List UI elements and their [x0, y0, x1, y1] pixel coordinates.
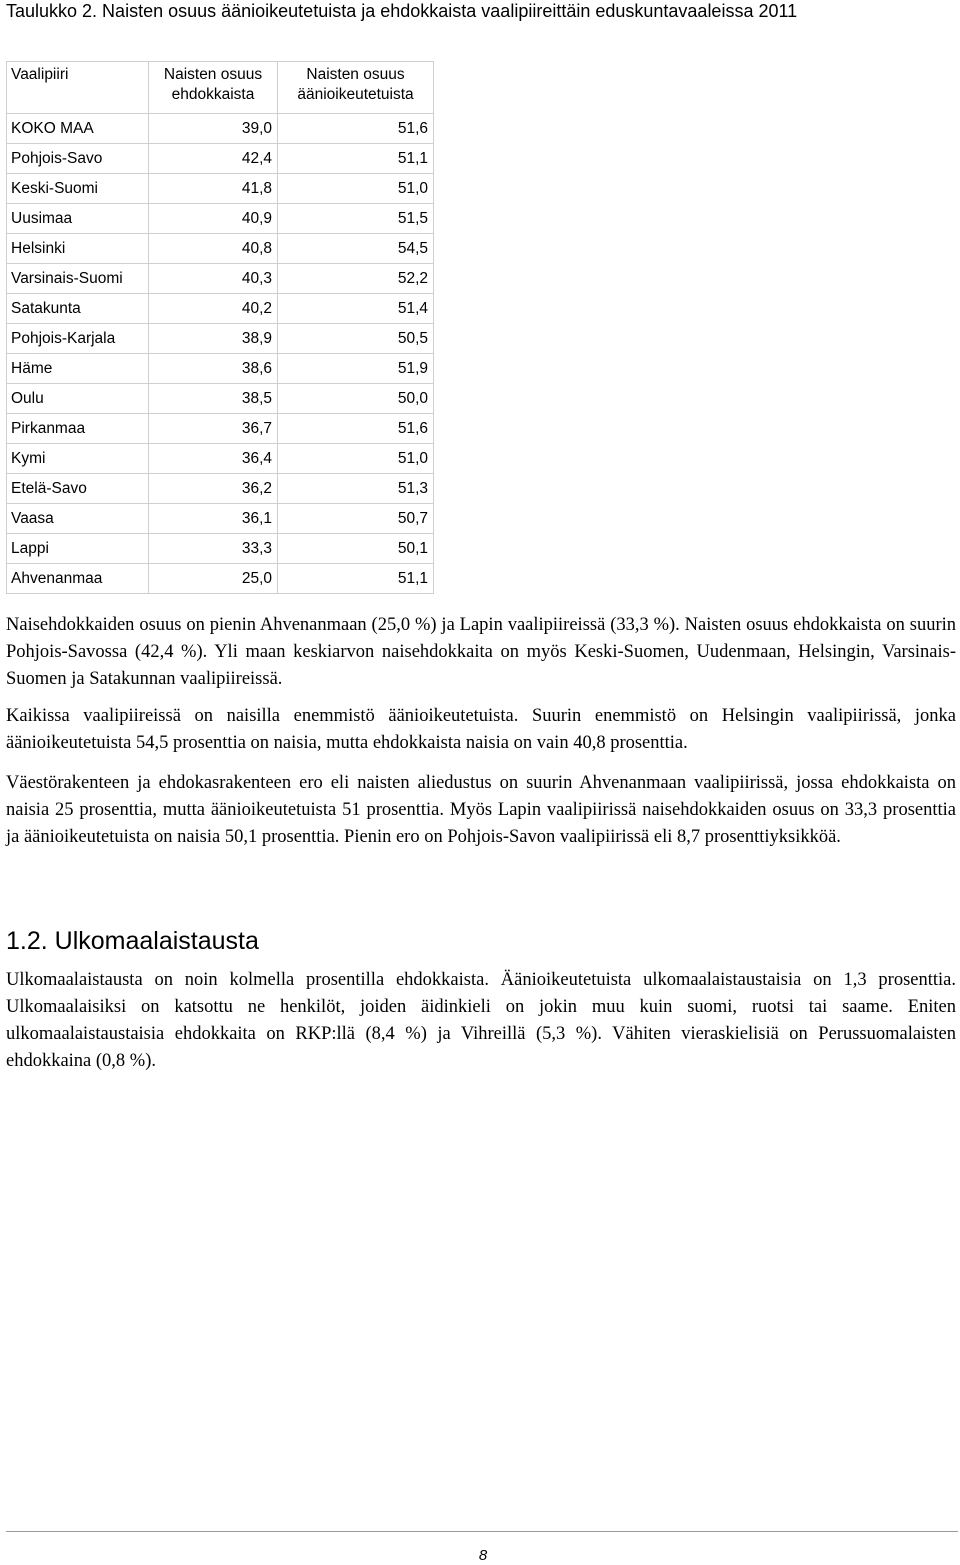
table-row	[7, 384, 434, 414]
row-vaalipiiri-cell: Helsinki	[7, 234, 149, 264]
table-row	[7, 444, 434, 474]
header-naisten-osuus-aanioikeutetuista: Naisten osuus äänioikeutetuista	[278, 62, 434, 114]
row-aanioikeutetuista-cell: 51,5	[278, 204, 434, 234]
row-ehdokkaista-cell: 41,8	[149, 174, 278, 204]
row-vaalipiiri-cell: Pirkanmaa	[7, 414, 149, 444]
table-header-row	[7, 62, 434, 114]
row-aanioikeutetuista-cell: 51,1	[278, 564, 434, 594]
row-ehdokkaista-cell: 38,6	[149, 354, 278, 384]
row-aanioikeutetuista-cell: 51,6	[278, 414, 434, 444]
row-ehdokkaista-cell: 39,0	[149, 114, 278, 144]
row-aanioikeutetuista-cell: 51,6	[278, 114, 434, 144]
table-row	[7, 474, 434, 504]
table-row	[7, 504, 434, 534]
row-vaalipiiri-cell: Pohjois-Savo	[7, 144, 149, 174]
row-aanioikeutetuista-cell: 50,5	[278, 324, 434, 354]
row-vaalipiiri-cell: Vaasa	[7, 504, 149, 534]
row-aanioikeutetuista-cell: 51,9	[278, 354, 434, 384]
row-aanioikeutetuista-cell: 54,5	[278, 234, 434, 264]
paragraph-foreign-background: Ulkomaalaistausta on noin kolmella prosentilla ehdokkaista. Äänioikeutetuista ulkomaalaistaustaisia on 1,3 prosenttia. Ulkomaalaisiksi on katsottu ne henkilöt, joiden äidinkieli on jokin muu kuin suomi, ruotsi tai saame. Eniten ulkomaalaistaustaisia ehdokkaita on RKP:llä (8,4 %) ja Vihreillä (5,3 %). Vähiten vieraskielisiä on Perussuomalaisten ehdokkaina (0,8 %).	[6, 970, 956, 1071]
row-ehdokkaista-cell: 36,2	[149, 474, 278, 504]
row-vaalipiiri-cell: Ahvenanmaa	[7, 564, 149, 594]
row-ehdokkaista-cell: 38,9	[149, 324, 278, 354]
paragraph-underrepresentation: Väestörakenteen ja ehdokasrakenteen ero eli naisten aliedustus on suurin Ahvenanmaan vaalipiirissä, jossa ehdokkaista on naisia 25 prosenttia, mutta äänioikeutetuista 51 prosenttia. Myös Lapin vaalipiirissä naisehdokkaiden osuus on 33,3 prosenttia ja äänioikeutetuista on naisia 50,1 prosenttia. Pienin ero on Pohjois-Savon vaalipiirissä eli 8,7 prosenttiyksikköä.	[6, 773, 956, 847]
row-vaalipiiri-cell: Häme	[7, 354, 149, 384]
table-row	[7, 564, 434, 594]
row-ehdokkaista-cell: 36,7	[149, 414, 278, 444]
table-row	[7, 414, 434, 444]
table-row	[7, 324, 434, 354]
row-vaalipiiri-cell: Uusimaa	[7, 204, 149, 234]
row-ehdokkaista-cell: 38,5	[149, 384, 278, 414]
row-vaalipiiri-cell: Oulu	[7, 384, 149, 414]
row-aanioikeutetuista-cell: 51,3	[278, 474, 434, 504]
page-number: 8	[478, 1547, 488, 1564]
row-vaalipiiri-cell: Keski-Suomi	[7, 174, 149, 204]
table-row	[7, 174, 434, 204]
row-vaalipiiri-cell: Lappi	[7, 534, 149, 564]
row-ehdokkaista-cell: 25,0	[149, 564, 278, 594]
row-vaalipiiri-cell: Etelä-Savo	[7, 474, 149, 504]
row-ehdokkaista-cell: 40,2	[149, 294, 278, 324]
row-ehdokkaista-cell: 33,3	[149, 534, 278, 564]
row-aanioikeutetuista-cell: 51,4	[278, 294, 434, 324]
table-row	[7, 234, 434, 264]
row-aanioikeutetuista-cell: 51,0	[278, 444, 434, 474]
table-row	[7, 294, 434, 324]
election-district-table	[6, 61, 434, 594]
footer-divider	[6, 1531, 958, 1532]
paragraph-majority-of-voters: Kaikissa vaalipiireissä on naisilla enemmistö äänioikeutetuista. Suurin enemmistö on Helsingin vaalipiirissä, jonka äänioikeutetuista 54,5 prosenttia on naisia, mutta ehdokkaista naisia on vain 40,8 prosenttia.	[6, 706, 956, 753]
table-row	[7, 204, 434, 234]
row-vaalipiiri-cell: KOKO MAA	[7, 114, 149, 144]
table-row	[7, 354, 434, 384]
table-row	[7, 264, 434, 294]
row-aanioikeutetuista-cell: 50,7	[278, 504, 434, 534]
section-heading: 1.2. Ulkomaalaistausta	[6, 927, 259, 955]
header-naisten-osuus-ehdokkaista: Naisten osuus ehdokkaista	[149, 62, 278, 114]
table-row	[7, 534, 434, 564]
header-vaalipiiri: Vaalipiiri	[7, 62, 149, 114]
paragraph-candidates-share: Naisehdokkaiden osuus on pienin Ahvenanmaan (25,0 %) ja Lapin vaalipiireissä (33,3 %). Naisten osuus ehdokkaista on suurin Pohjois-Savossa (42,4 %). Yli maan keskiarvon naisehdokkaita on myös Keski-Suomen, Uudenmaan, Helsingin, Varsinais-Suomen ja Satakunnan vaalipiireissä.	[6, 615, 956, 689]
row-aanioikeutetuista-cell: 50,1	[278, 534, 434, 564]
row-ehdokkaista-cell: 42,4	[149, 144, 278, 174]
row-aanioikeutetuista-cell: 51,1	[278, 144, 434, 174]
row-ehdokkaista-cell: 36,1	[149, 504, 278, 534]
table-row	[7, 144, 434, 174]
row-vaalipiiri-cell: Pohjois-Karjala	[7, 324, 149, 354]
row-ehdokkaista-cell: 40,9	[149, 204, 278, 234]
row-aanioikeutetuista-cell: 51,0	[278, 174, 434, 204]
row-ehdokkaista-cell: 40,3	[149, 264, 278, 294]
table-caption: Taulukko 2. Naisten osuus äänioikeutetuista ja ehdokkaista vaalipiireittäin eduskuntavaaleissa 2011	[6, 1, 798, 21]
row-ehdokkaista-cell: 36,4	[149, 444, 278, 474]
row-aanioikeutetuista-cell: 50,0	[278, 384, 434, 414]
row-ehdokkaista-cell: 40,8	[149, 234, 278, 264]
row-vaalipiiri-cell: Kymi	[7, 444, 149, 474]
row-aanioikeutetuista-cell: 52,2	[278, 264, 434, 294]
table-row	[7, 114, 434, 144]
row-vaalipiiri-cell: Varsinais-Suomi	[7, 264, 149, 294]
row-vaalipiiri-cell: Satakunta	[7, 294, 149, 324]
